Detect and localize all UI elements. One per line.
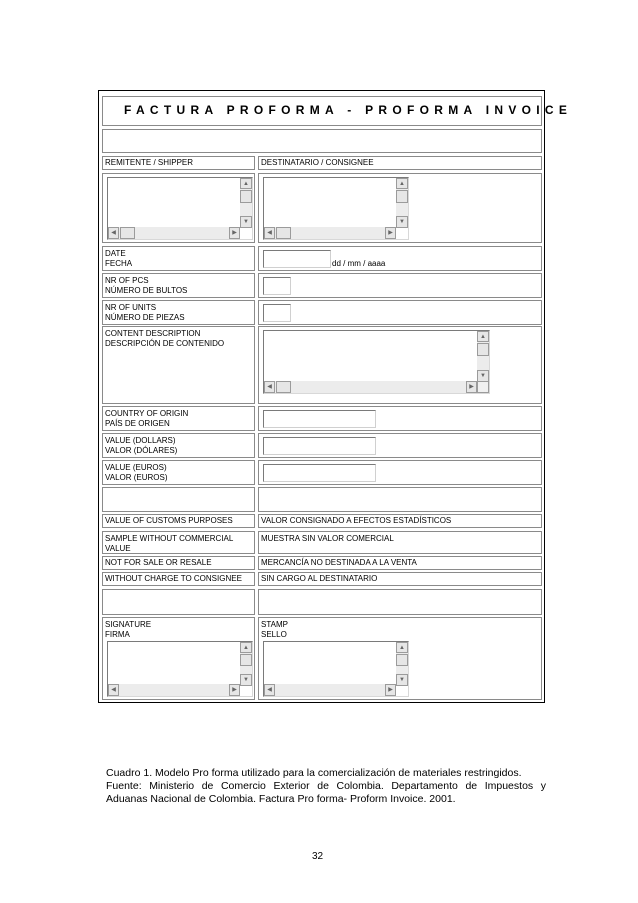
horizontal-scrollbar[interactable] — [108, 227, 240, 239]
scroll-left-icon[interactable]: ◀ — [108, 227, 119, 239]
consignee-textarea[interactable] — [263, 177, 409, 240]
vertical-scrollbar[interactable] — [396, 642, 408, 686]
caption-line-3: Aduanas Nacional de Colombia. Factura Pro forma- Proform Invoice. 2001. — [106, 793, 456, 805]
scroll-right-icon[interactable]: ▶ — [466, 381, 477, 393]
notsale-en-cell: NOT FOR SALE OR RESALE — [102, 556, 255, 570]
origin-label-en: COUNTRY OF ORIGIN — [105, 409, 189, 418]
usd-label-es: VALOR (DÓLARES) — [105, 446, 178, 455]
shipper-label: REMITENTE / SHIPPER — [102, 156, 255, 170]
scroll-up-icon[interactable]: ▲ — [477, 331, 489, 342]
scroll-right-icon[interactable]: ▶ — [385, 227, 396, 239]
pcs-label-en: NR OF PCS — [105, 276, 149, 285]
blank-cell-right — [258, 487, 542, 512]
scroll-left-icon[interactable]: ◀ — [264, 227, 275, 239]
content-textarea[interactable] — [263, 330, 490, 394]
scroll-down-icon[interactable]: ▼ — [396, 674, 408, 686]
signature-textarea[interactable] — [107, 641, 253, 697]
sample-es-cell — [258, 531, 542, 554]
pcs-label-es: NÚMERO DE BULTOS — [105, 286, 188, 295]
notsale-es-cell: MERCANCÍA NO DESTINADA A LA VENTA — [258, 556, 542, 570]
scroll-up-icon[interactable]: ▲ — [396, 642, 408, 653]
signature-label-en: SIGNATURE — [105, 620, 152, 629]
blank-cell-right — [258, 589, 542, 615]
origin-label-cell — [102, 406, 255, 431]
scroll-up-icon[interactable]: ▲ — [396, 178, 408, 189]
signature-label-es: FIRMA — [105, 630, 130, 639]
shipper-cell — [102, 173, 255, 243]
customs-es-cell: VALOR CONSIGNADO A EFECTOS ESTADÍSTICOS — [258, 514, 542, 528]
page-number: 32 — [312, 851, 324, 862]
usd-field-cell — [258, 433, 542, 458]
origin-input[interactable] — [263, 410, 376, 428]
pcs-input[interactable] — [263, 277, 291, 295]
consignee-cell — [258, 173, 542, 243]
vertical-scrollbar[interactable] — [396, 178, 408, 228]
caption-line-2: Fuente: Ministerio de Comercio Exterior de Colombia. Departamento de Impuestos y — [106, 780, 546, 792]
date-input[interactable] — [263, 250, 331, 268]
scroll-thumb[interactable] — [240, 190, 252, 203]
origin-field-cell — [258, 406, 542, 431]
usd-input[interactable] — [263, 437, 376, 455]
date-label-cell — [102, 246, 255, 271]
horizontal-scrollbar[interactable] — [264, 684, 396, 696]
customs-en-cell: VALUE OF CUSTOMS PURPOSES — [102, 514, 255, 528]
eur-label-en: VALUE (EUROS) — [105, 463, 167, 472]
scroll-up-icon[interactable]: ▲ — [240, 178, 252, 189]
scroll-left-icon[interactable]: ◀ — [108, 684, 119, 696]
scroll-right-icon[interactable]: ▶ — [385, 684, 396, 696]
sample-en-line1: SAMPLE WITHOUT COMMERCIAL — [105, 534, 234, 543]
eur-label-es: VALOR (EUROS) — [105, 473, 168, 482]
units-input[interactable] — [263, 304, 291, 322]
blank-cell-left — [102, 487, 255, 512]
stamp-label-es: SELLO — [261, 630, 287, 639]
origin-label-es: PAÍS DE ORIGEN — [105, 419, 170, 428]
sample-es-text: MUESTRA SIN VALOR COMERCIAL — [261, 534, 394, 543]
form-title: FACTURA PROFORMA - PROFORMA INVOICE — [124, 103, 573, 117]
sample-en-line2: VALUE — [105, 544, 131, 553]
scrollbar-corner — [477, 381, 489, 393]
scroll-thumb[interactable] — [276, 227, 291, 239]
scroll-left-icon[interactable]: ◀ — [264, 381, 275, 393]
content-label-cell — [102, 326, 255, 404]
horizontal-scrollbar[interactable] — [264, 227, 396, 239]
date-label-es: FECHA — [105, 259, 133, 268]
blank-row — [102, 129, 542, 153]
eur-input[interactable] — [263, 464, 376, 482]
consignee-label: DESTINATARIO / CONSIGNEE — [258, 156, 542, 170]
vertical-scrollbar[interactable] — [240, 642, 252, 686]
scroll-down-icon[interactable]: ▼ — [240, 216, 252, 228]
scroll-thumb[interactable] — [120, 227, 135, 239]
content-label-en: CONTENT DESCRIPTION — [105, 329, 201, 338]
scroll-right-icon[interactable]: ▶ — [229, 684, 240, 696]
scroll-thumb[interactable] — [477, 343, 489, 356]
scroll-down-icon[interactable]: ▼ — [240, 674, 252, 686]
figure-caption — [106, 767, 546, 806]
pcs-label-cell — [102, 273, 255, 298]
scroll-down-icon[interactable]: ▼ — [477, 370, 489, 382]
usd-label-en: VALUE (DOLLARS) — [105, 436, 176, 445]
signature-cell — [102, 617, 255, 700]
usd-label-cell — [102, 433, 255, 458]
scroll-down-icon[interactable]: ▼ — [396, 216, 408, 228]
blank-cell-left — [102, 589, 255, 615]
scroll-thumb[interactable] — [240, 654, 252, 666]
form-title-row — [102, 96, 573, 126]
scroll-up-icon[interactable]: ▲ — [240, 642, 252, 653]
eur-field-cell — [258, 460, 542, 485]
scroll-thumb[interactable] — [396, 190, 408, 203]
sample-en-cell — [102, 531, 255, 554]
vertical-scrollbar[interactable] — [240, 178, 252, 228]
content-label-es: DESCRIPCIÓN DE CONTENIDO — [105, 339, 225, 348]
scroll-thumb[interactable] — [396, 654, 408, 666]
stamp-textarea[interactable] — [263, 641, 409, 697]
units-field-cell — [258, 300, 542, 325]
content-field-cell — [258, 326, 542, 404]
date-field-cell — [258, 246, 542, 271]
units-label-cell — [102, 300, 255, 325]
horizontal-scrollbar[interactable] — [108, 684, 240, 696]
scroll-right-icon[interactable]: ▶ — [229, 227, 240, 239]
nocharge-en-cell: WITHOUT CHARGE TO CONSIGNEE — [102, 572, 255, 586]
pcs-field-cell — [258, 273, 542, 298]
horizontal-scrollbar[interactable] — [264, 381, 477, 393]
caption-line-1: Cuadro 1. Modelo Pro forma utilizado para la comercialización de materiales restringidos. — [106, 767, 522, 779]
scroll-left-icon[interactable]: ◀ — [264, 684, 275, 696]
units-label-es: NÚMERO DE PIEZAS — [105, 313, 185, 322]
date-format-hint: dd / mm / aaaa — [332, 259, 386, 268]
stamp-cell — [258, 617, 542, 700]
vertical-scrollbar[interactable] — [477, 331, 489, 382]
stamp-label-en: STAMP — [261, 620, 288, 629]
shipper-textarea[interactable] — [107, 177, 253, 240]
units-label-en: NR OF UNITS — [105, 303, 157, 312]
eur-label-cell — [102, 460, 255, 485]
nocharge-es-cell: SIN CARGO AL DESTINATARIO — [258, 572, 542, 586]
date-label-en: DATE — [105, 249, 126, 258]
scroll-thumb[interactable] — [276, 381, 291, 393]
